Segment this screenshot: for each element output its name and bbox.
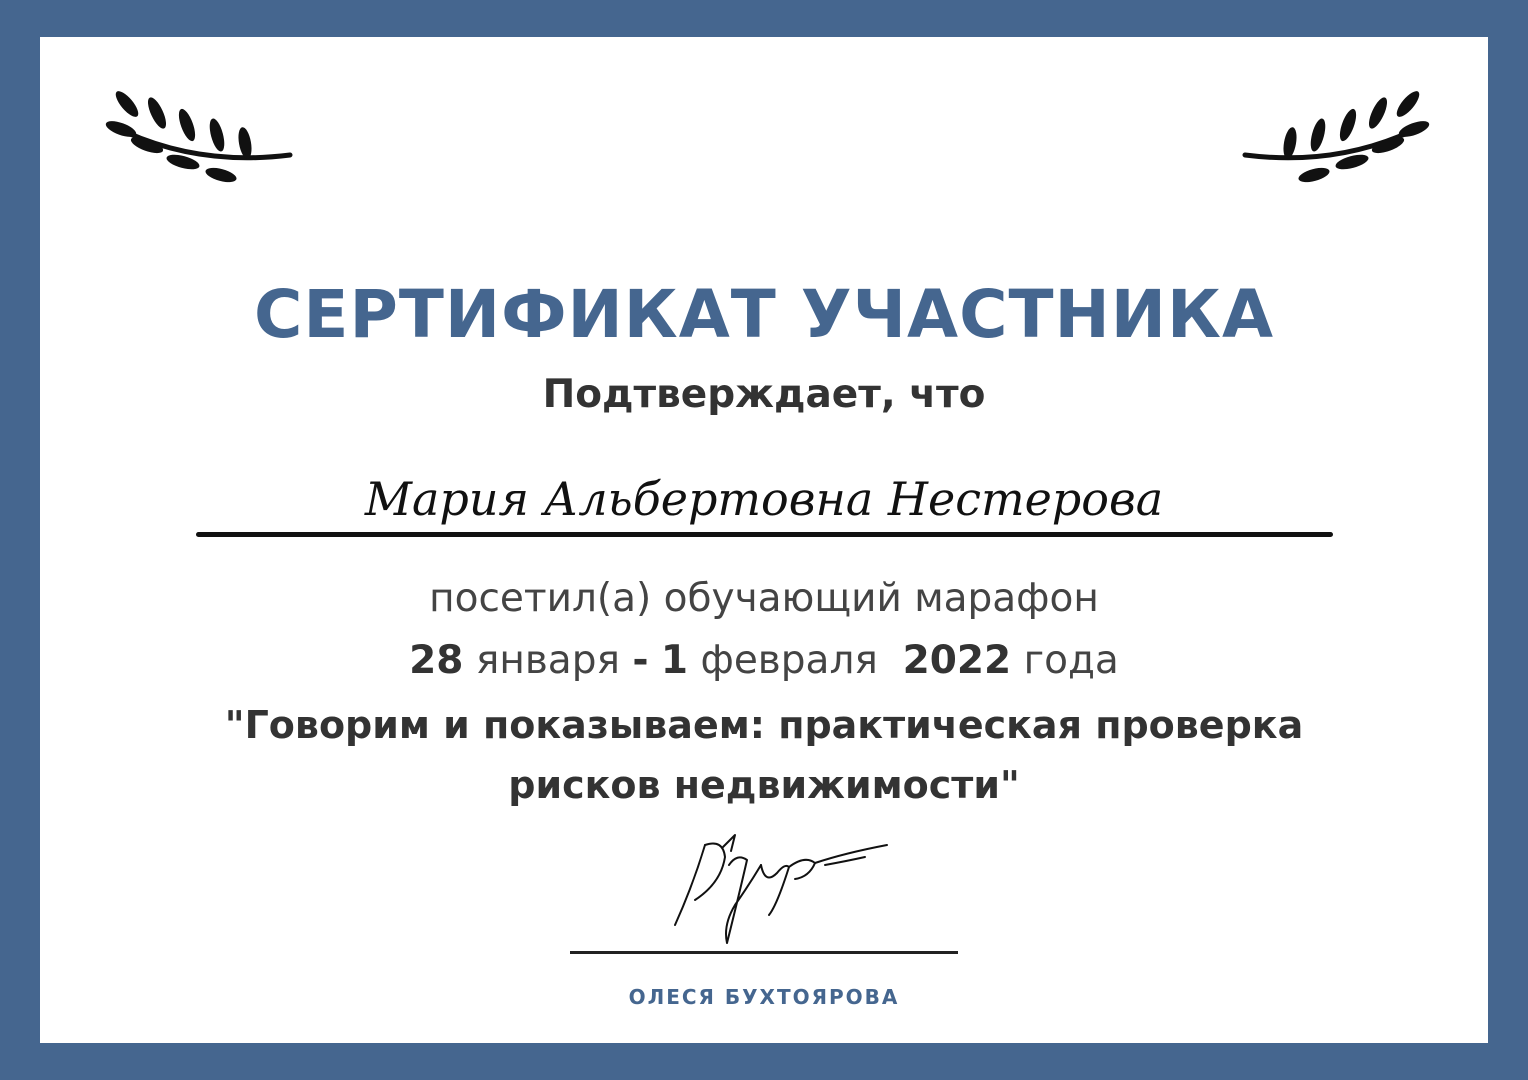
course-title-line-2: рисков недвижимости" — [508, 763, 1020, 807]
event-year: 2022 — [902, 638, 1012, 683]
year-word: года — [1023, 638, 1119, 683]
attended-text: посетил(а) обучающий марафон — [429, 576, 1099, 621]
laurel-branch-icon — [1240, 87, 1430, 197]
recipient-underline — [196, 532, 1333, 537]
certificate-title: СЕРТИФИКАТ УЧАСТНИКА — [253, 276, 1275, 353]
certificate-paper — [40, 37, 1488, 1043]
handwritten-signature — [665, 805, 890, 945]
recipient-name: Мария Альбертовна Нестерова — [364, 472, 1164, 526]
confirms-text: Подтверждает, что — [542, 372, 986, 417]
start-day: 28 — [409, 638, 464, 683]
end-day: 1 — [660, 638, 689, 683]
signer-name: ОЛЕСЯ БУХТОЯРОВА — [628, 985, 900, 1009]
laurel-branch-icon — [105, 87, 295, 197]
signature-line — [570, 951, 958, 954]
event-dates — [40, 635, 1488, 687]
date-separator: - — [632, 638, 649, 683]
course-title — [140, 695, 1388, 815]
start-month: января — [475, 638, 620, 683]
end-month: февраля — [700, 638, 878, 683]
course-title-line-1: "Говорим и показываем: практическая проверка — [224, 703, 1304, 747]
